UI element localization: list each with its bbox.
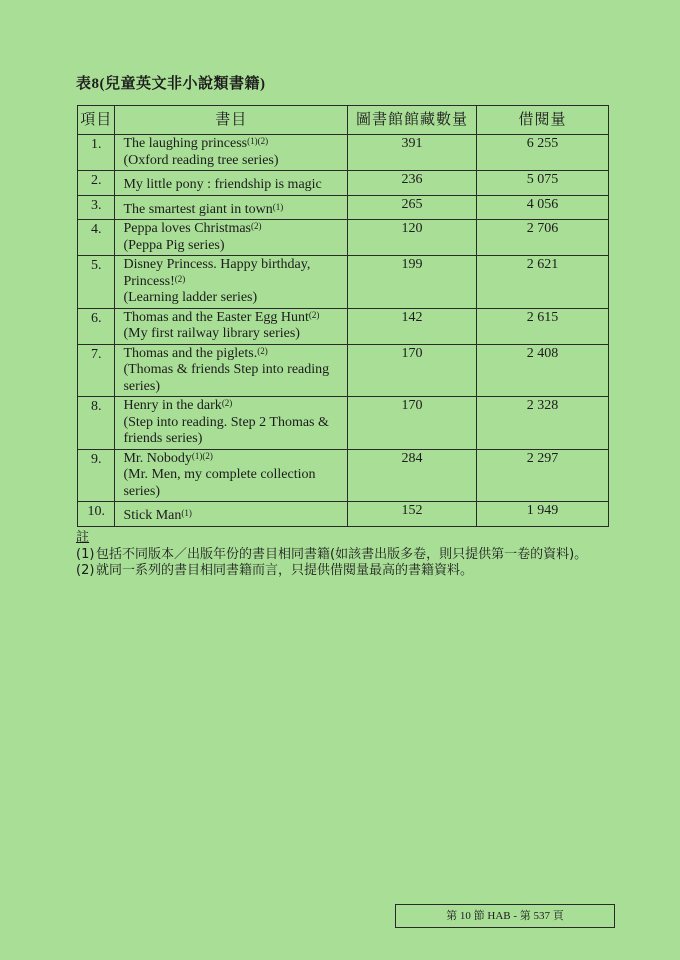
title-line xyxy=(123,379,347,396)
row-holdings: 284 xyxy=(348,449,477,502)
title-text: (My first railway library series) xyxy=(123,326,300,341)
title-line xyxy=(123,508,347,525)
title-line xyxy=(123,274,347,291)
title-text: Mr. Nobody xyxy=(123,450,192,466)
title-text: Peppa loves Christmas xyxy=(123,221,251,236)
title-line xyxy=(123,346,347,363)
title-line xyxy=(123,136,347,153)
title-line xyxy=(123,467,347,484)
table-row xyxy=(78,397,609,450)
note-text: 就同一系列的書目相同書籍而言，只提供借閱量最高的書籍資料。 xyxy=(96,563,474,578)
row-item-no: 1. xyxy=(78,135,115,171)
row-holdings: 142 xyxy=(348,308,477,344)
table-title: 表8(兒童英文非小說類書籍) xyxy=(76,76,266,92)
title-text: (Thomas & friends Step into reading xyxy=(123,362,330,377)
row-loans: 4 056 xyxy=(477,195,609,220)
table-row xyxy=(78,502,609,527)
table-row xyxy=(78,171,609,196)
row-loans: 2 408 xyxy=(477,344,609,397)
row-item-no: 8. xyxy=(78,397,115,450)
note-marker: (1) xyxy=(76,547,95,562)
header-book-title: 書目 xyxy=(115,106,348,135)
title-line xyxy=(123,415,347,432)
table-row xyxy=(78,195,609,220)
title-text: friends series) xyxy=(123,431,203,446)
title-line xyxy=(123,326,347,343)
title-text: Thomas and the Easter Egg Hunt xyxy=(123,309,309,325)
footnote-ref: (2) xyxy=(257,345,268,356)
title-text: (Peppa Pig series) xyxy=(123,237,225,253)
row-holdings: 120 xyxy=(348,220,477,256)
row-holdings: 152 xyxy=(348,502,477,527)
title-text: Princess! xyxy=(123,273,175,289)
row-item-no: 5. xyxy=(78,256,115,309)
table-header-row xyxy=(78,106,609,135)
row-book-title xyxy=(115,195,348,220)
note-item xyxy=(76,547,616,563)
title-line xyxy=(123,451,347,468)
table-row xyxy=(78,135,609,171)
row-book-title xyxy=(115,397,348,450)
title-line xyxy=(123,202,347,219)
footnote-ref: (1) xyxy=(181,508,192,518)
row-book-title xyxy=(115,344,348,397)
row-loans: 5 075 xyxy=(477,171,609,196)
title-line xyxy=(123,221,347,238)
row-loans: 1 949 xyxy=(477,502,609,527)
title-text: series) xyxy=(123,378,160,394)
row-loans: 6 255 xyxy=(477,135,609,171)
title-text: Disney Princess. Happy birthday, xyxy=(123,257,311,272)
footnote-ref: (2) xyxy=(308,309,320,320)
table-row xyxy=(78,344,609,397)
row-book-title xyxy=(115,171,348,196)
row-loans: 2 328 xyxy=(477,397,609,450)
title-line xyxy=(123,290,347,307)
title-text: My little pony : friendship is magic xyxy=(123,177,322,192)
row-item-no: 4. xyxy=(78,220,115,256)
book-table xyxy=(77,105,609,527)
title-text: Thomas and the piglets. xyxy=(123,345,258,361)
title-text: (Step into reading. Step 2 Thomas & xyxy=(123,414,329,430)
row-book-title xyxy=(115,502,348,527)
notes-section xyxy=(76,530,616,579)
header-holdings: 圖書館館藏數量 xyxy=(348,106,477,135)
title-line xyxy=(123,398,347,415)
row-loans: 2 706 xyxy=(477,220,609,256)
row-holdings: 199 xyxy=(348,256,477,309)
row-holdings: 236 xyxy=(348,171,477,196)
title-text: Henry in the dark xyxy=(123,398,222,413)
footnote-ref: (1)(2) xyxy=(247,136,269,146)
title-line xyxy=(123,238,347,255)
title-text: (Oxford reading tree series) xyxy=(123,152,279,168)
footnote-ref: (1) xyxy=(272,201,284,212)
header-item-no: 項目 xyxy=(78,106,115,135)
row-item-no: 10. xyxy=(78,502,115,527)
row-holdings: 265 xyxy=(348,195,477,220)
row-item-no: 7. xyxy=(78,344,115,397)
row-book-title xyxy=(115,308,348,344)
title-line xyxy=(123,177,347,194)
table-row xyxy=(78,449,609,502)
row-item-no: 2. xyxy=(78,171,115,196)
header-loans: 借閱量 xyxy=(477,106,609,135)
title-text: (Mr. Men, my complete collection xyxy=(123,467,316,482)
row-item-no: 3. xyxy=(78,195,115,220)
note-marker: (2) xyxy=(76,563,95,578)
row-item-no: 6. xyxy=(78,308,115,344)
notes-heading: 註 xyxy=(76,530,90,545)
row-loans: 2 297 xyxy=(477,449,609,502)
title-line xyxy=(123,362,347,379)
table-row xyxy=(78,308,609,344)
title-text: Stick Man xyxy=(123,508,182,523)
title-text: series) xyxy=(123,483,160,499)
page-footer: 第 10 節 HAB - 第 537 頁 xyxy=(395,904,615,928)
title-text: (Learning ladder series) xyxy=(123,290,258,305)
row-book-title xyxy=(115,135,348,171)
footnote-ref: (2) xyxy=(221,398,233,408)
row-book-title xyxy=(115,220,348,256)
row-item-no: 9. xyxy=(78,449,115,502)
title-line xyxy=(123,310,347,327)
footnote-ref: (2) xyxy=(174,273,186,284)
title-line xyxy=(123,484,347,501)
footnote-ref: (1)(2) xyxy=(191,450,213,461)
title-line xyxy=(123,153,347,170)
row-book-title xyxy=(115,256,348,309)
table-row xyxy=(78,220,609,256)
note-item xyxy=(76,563,616,579)
row-holdings: 170 xyxy=(348,397,477,450)
row-loans: 2 615 xyxy=(477,308,609,344)
row-holdings: 391 xyxy=(348,135,477,171)
title-text: The smartest giant in town xyxy=(123,201,273,217)
row-book-title xyxy=(115,449,348,502)
title-text: The laughing princess xyxy=(123,136,248,151)
note-text: 包括不同版本／出版年份的書目相同書籍(如該書出版多卷，則只提供第一卷的資料)。 xyxy=(96,547,588,562)
row-loans: 2 621 xyxy=(477,256,609,309)
row-holdings: 170 xyxy=(348,344,477,397)
title-line xyxy=(123,431,347,448)
table-row xyxy=(78,256,609,309)
footnote-ref: (2) xyxy=(251,221,262,231)
title-line xyxy=(123,257,347,274)
